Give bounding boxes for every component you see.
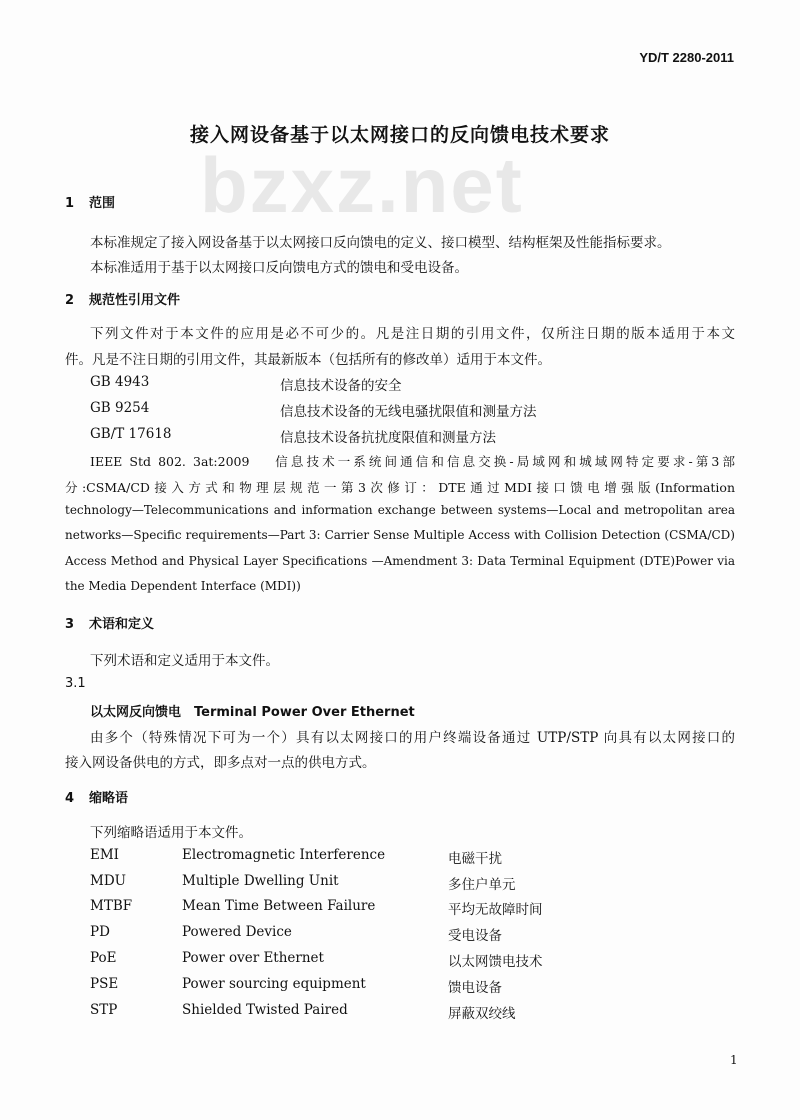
abbr-english: Shielded Twisted Paired [182,1002,348,1018]
reference-ieee-line: technology—Telecommunications and information exchange between systems—Local and metropolitan area [65,503,735,517]
reference-ieee-line: Access Method and Physical Layer Specifications —Amendment 3: Data Terminal Equipment (DTE)Power via [65,554,735,568]
subsection-number: 3.1 [65,676,86,691]
paragraph-line: 本标准适用于基于以太网接口反向馈电方式的馈电和受电设备。 [90,260,468,276]
reference-title: 信息技术设备的无线电骚扰限值和测量方法 [280,404,537,420]
reference-code: GB 4943 [90,374,150,390]
section-1-heading: 1 范围 [65,196,116,211]
reference-code: GB 9254 [90,400,150,416]
abbr-english: Power over Ethernet [182,950,324,966]
reference-ieee-line: networks—Specific requirements—Part 3: Carrier Sense Multiple Access with Collision Detection (CSMA/CD) [65,528,735,542]
abbr-code: EMI [90,847,120,863]
paragraph-line: 件。凡是不注日期的引用文件，其最新版本（包括所有的修改单）适用于本文件。 [65,352,551,368]
abbr-chinese: 多住户单元 [448,877,516,893]
abbr-english: Electromagnetic Interference [182,847,386,863]
reference-ieee-line: the Media Dependent Interface (MDI)) [65,579,301,593]
page-number: 1 [730,1053,738,1067]
abbr-english: Multiple Dwelling Unit [182,873,339,889]
section-4-heading: 4 缩略语 [65,791,129,806]
paragraph-line: 下列缩略语适用于本文件。 [90,825,252,841]
abbr-code: STP [90,1002,118,1018]
abbr-chinese: 平均无故障时间 [448,902,543,918]
watermark: bzxz.net [200,141,524,229]
abbr-chinese: 电磁干扰 [448,851,502,867]
reference-code: GB/T 17618 [90,426,172,442]
term-title: 以太网反向馈电 Terminal Power Over Ethernet [90,705,415,720]
page-title: 接入网设备基于以太网接口的反向馈电技术要求 [189,124,610,146]
abbr-code: PoE [90,950,117,966]
abbr-chinese: 受电设备 [448,928,502,944]
section-2-heading: 2 规范性引用文件 [65,293,181,308]
reference-title: 信息技术设备抗扰度限值和测量方法 [280,430,496,446]
abbr-english: Powered Device [182,924,292,940]
abbr-code: MDU [90,873,127,889]
paragraph-line: 接入网设备供电的方式，即多点对一点的供电方式。 [65,755,376,771]
abbr-code: MTBF [90,898,133,914]
document-number: YD/T 2280-2011 [639,50,734,65]
abbr-english: Power sourcing equipment [182,976,366,992]
reference-title: 信息技术设备的安全 [280,378,402,394]
abbr-chinese: 以太网馈电技术 [448,954,543,970]
abbr-english: Mean Time Between Failure [182,898,376,914]
reference-ieee-line: IEEE Std 802. 3at:2009 信息技术一系统间通信和信息交换-局域网和城域网特定要求-第3部 [90,454,735,469]
paragraph-line: 下列文件对于本文件的应用是必不可少的。凡是注日期的引用文件，仅所注日期的版本适用于本文 [90,326,735,342]
abbr-chinese: 馈电设备 [448,980,502,996]
reference-ieee-line: 分:CSMA/CD接入方式和物理层规范一第3次修订：DTE通过MDI接口馈电增强版(Information [65,480,735,495]
section-3-heading: 3 术语和定义 [65,617,155,632]
abbr-code: PSE [90,976,119,992]
paragraph-line: 本标准规定了接入网设备基于以太网接口反向馈电的定义、接口模型、结构框架及性能指标要求。 [90,235,671,251]
abbr-code: PD [90,924,110,940]
paragraph-line: 由多个（特殊情况下可为一个）具有以太网接口的用户终端设备通过 UTP/STP 向具有以太网接口的 [90,730,735,746]
abbr-chinese: 屏蔽双绞线 [448,1006,516,1022]
paragraph-line: 下列术语和定义适用于本文件。 [90,653,279,669]
